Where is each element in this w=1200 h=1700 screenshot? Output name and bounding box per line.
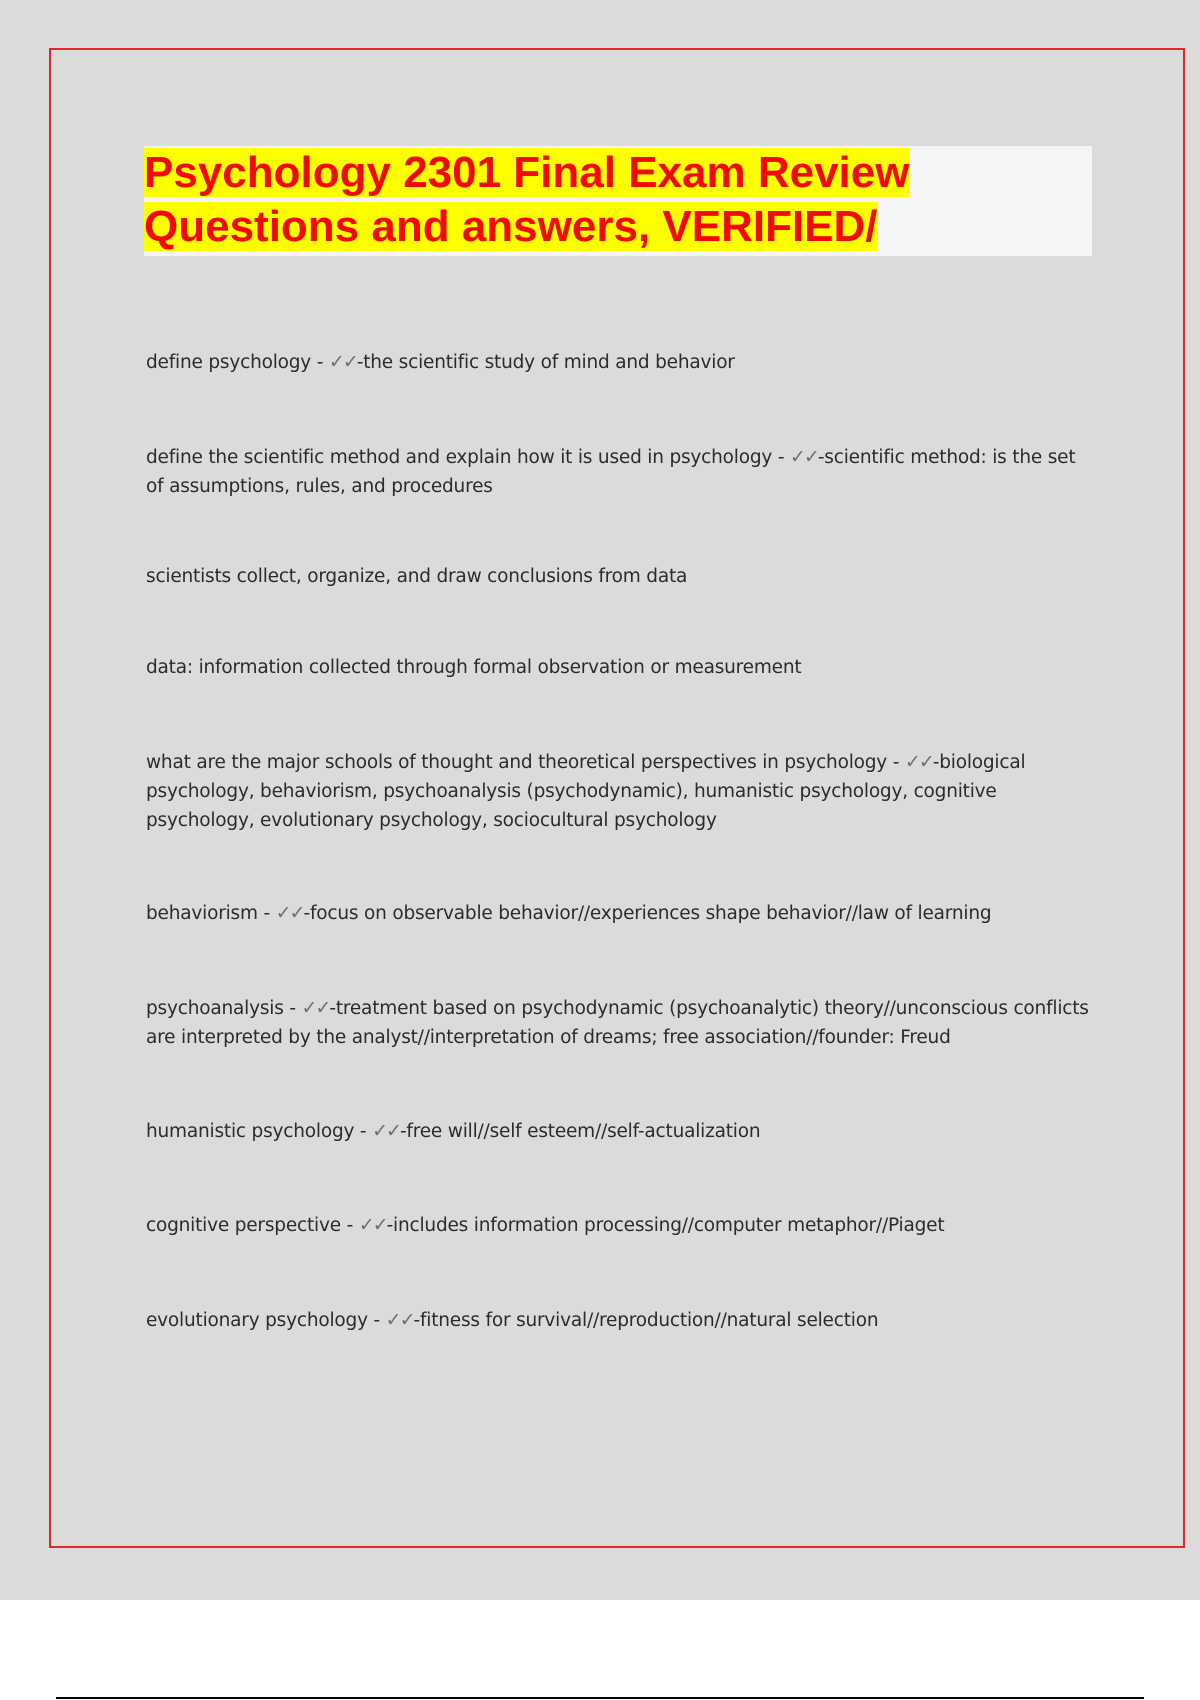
qa-item-psychoanalysis: psychoanalysis - ✓✓-treatment based on psychodynamic (psychoanalytic) theory//unconscious conflicts are interpreted by the analyst//interpretation of dreams; free association//founder: Freud [146,997,1089,1048]
double-check-icon: ✓✓ [358,1214,387,1236]
double-check-icon: ✓✓ [301,997,330,1019]
title-line-2: Questions and answers, VERIFIED/ [144,202,878,251]
footer-rule [56,1697,1144,1699]
qa-item-define-psychology: define psychology - ✓✓-the scientific study of mind and behavior [146,351,735,373]
double-check-icon: ✓✓ [789,446,818,468]
double-check-icon: ✓✓ [385,1309,414,1331]
qa-item-evolutionary-psychology: evolutionary psychology - ✓✓-fitness for survival//reproduction//natural selection [146,1309,879,1331]
qa-item-behaviorism: behaviorism - ✓✓-focus on observable behavior//experiences shape behavior//law of learning [146,902,992,924]
document-title [144,146,1092,254]
qa-item-scientists-collect: scientists collect, organize, and draw conclusions from data [146,566,688,587]
qa-item-data-definition: data: information collected through formal observation or measurement [146,657,802,678]
double-check-icon: ✓✓ [372,1120,400,1142]
double-check-icon: ✓✓ [275,902,304,924]
double-check-icon: ✓✓ [904,751,933,773]
qa-item-cognitive-perspective: cognitive perspective - ✓✓-includes information processing//computer metaphor//Piaget [146,1214,945,1236]
title-block [144,146,1092,256]
qa-item-humanistic-psychology: humanistic psychology - ✓✓-free will//self esteem//self-actualization [146,1120,761,1142]
qa-item-schools-of-thought: what are the major schools of thought and theoretical perspectives in psychology - ✓✓-biological psychology, behaviorism, psychoanalysis (psychodynamic), humanistic psychology, cognitive psychology, evolutionary psychology, sociocultural psychology [146,751,1026,831]
title-line-1: Psychology 2301 Final Exam Review [144,148,910,197]
qa-item-scientific-method: define the scientific method and explain how it is used in psychology - ✓✓-scientific method: is the set of assumptions, rules, and procedures [146,446,1076,497]
double-check-icon: ✓✓ [328,351,357,373]
